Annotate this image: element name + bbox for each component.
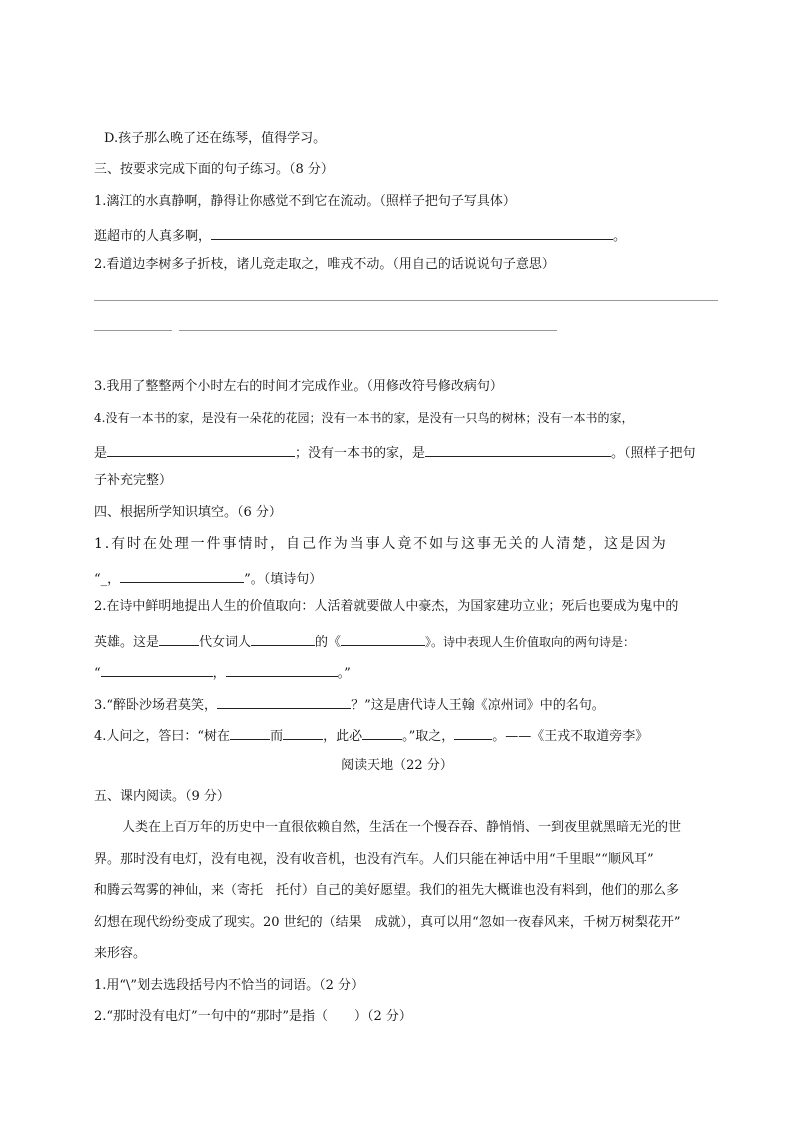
reading-section-title: 阅读天地（22 分） xyxy=(341,758,453,773)
passage-line-5: 来形容。 xyxy=(94,946,147,961)
question-4-2-fill-line xyxy=(94,630,635,652)
answer-line-2b[interactable] xyxy=(179,330,557,331)
fill-blank-2[interactable] xyxy=(425,441,611,457)
q4-4-text-1: 4.人问之，答曰：“树在 xyxy=(94,729,231,744)
verse-blank-1[interactable] xyxy=(101,661,213,677)
question-3-2: 2.看道边李树多子折枝，诸儿竞走取之，唯戎不动。（用自己的话说说句子意思） xyxy=(94,257,555,272)
fill-middle: ；没有一本书的家，是 xyxy=(295,446,426,461)
question-4-4 xyxy=(94,724,648,746)
verse-comma: ， xyxy=(212,666,226,681)
question-5-1: 1.用“\”划去选段括号内不恰当的词语。（2 分） xyxy=(94,978,364,993)
blank-a[interactable] xyxy=(230,724,270,740)
question-3-3: 3.我用了整整两个小时左右的时间才完成作业。（用修改符号修改病句） xyxy=(94,379,503,394)
dynasty-blank[interactable] xyxy=(159,630,199,646)
fill-text-1: 英雄。这是 xyxy=(94,635,160,650)
section-4-heading: 四、根据所学知识填空。（6 分） xyxy=(94,505,282,520)
question-3-4-fill-line xyxy=(94,441,696,463)
q4-3-text-1: 3.“醉卧沙场君莫笑， xyxy=(94,698,218,713)
quote-open: “ xyxy=(94,666,101,681)
q4-4-text-2: 而 xyxy=(270,729,284,744)
q4-3-text-2: ？”这是唐代诗人王翰《凉州词》中的名句。 xyxy=(351,698,605,713)
fill-open: “_， xyxy=(94,572,121,587)
question-3-4-tail: 子补充完整） xyxy=(94,473,173,488)
question-4-1: 1.有时在处理一件事情时，自己作为当事人竟不如与这事无关的人清楚，这是因为 xyxy=(94,536,668,552)
fill-prefix: 是 xyxy=(94,446,108,461)
question-3-4: 4.没有一本书的家，是没有一朵花的花园；没有一本书的家，是没有一只鸟的树林；没有一本书的家， xyxy=(94,411,634,425)
question-4-3 xyxy=(94,693,605,715)
q4-4-text-5: 。——《王戎不取道旁李》 xyxy=(492,729,649,744)
question-4-2: 2.在诗中鲜明地提出人生的价值取向：人活着就要做人中豪杰，为国家建功立业；死后也要成为鬼中的 xyxy=(94,599,679,614)
question-3-1-answer-line xyxy=(94,224,626,246)
answer-line-2a[interactable] xyxy=(94,330,172,331)
answer-prefix: 逛超市的人真多啊， xyxy=(94,229,212,244)
quote-close: 。” xyxy=(337,666,351,681)
poet-blank[interactable] xyxy=(251,630,315,646)
section-5-heading: 五、课内阅读。（9 分） xyxy=(94,789,230,804)
passage-line-4: 幻想在现代纷纷变成了现实。20 世纪的（结果 成就），真可以用“忽如一夜春风来，千树万树梨花开” xyxy=(94,915,681,930)
question-4-2-verse-line xyxy=(94,661,351,683)
answer-blank[interactable] xyxy=(211,224,613,240)
fill-blank-1[interactable] xyxy=(107,441,295,457)
passage-line-1: 人类在上百万年的历史中一直很依赖自然，生活在一个慢吞吞、静悄悄、一到夜里就黑暗无光的世 xyxy=(122,820,682,835)
fill-close: ”。（填诗句） xyxy=(244,572,323,587)
blank-b[interactable] xyxy=(283,724,323,740)
q4-4-text-4: 。”取之， xyxy=(402,729,455,744)
answer-end: 。 xyxy=(613,229,627,244)
title-blank[interactable] xyxy=(341,630,425,646)
option-d: D.孩子那么晚了还在练琴，值得学习。 xyxy=(104,131,327,146)
poem-blank[interactable] xyxy=(120,567,244,583)
fill-text-2: 代女词人 xyxy=(199,635,252,650)
fill-text-4: 》。诗中表现人生价值取向的两句诗是： xyxy=(425,635,636,649)
verse-blank-2[interactable] xyxy=(226,661,338,677)
question-4-1-fill-line xyxy=(94,567,322,589)
fill-end: 。（照样子把句 xyxy=(611,446,696,461)
section-3-heading: 三、按要求完成下面的句子练习。（8 分） xyxy=(94,162,334,177)
q4-4-text-3: ，此必 xyxy=(323,729,363,744)
verse-blank-3[interactable] xyxy=(217,693,351,709)
passage-line-2: 界。那时没有电灯，没有电视，没有收音机，也没有汽车。人们只能在神话中用“千里眼”“顺风耳” xyxy=(94,852,654,867)
passage-line-3: 和腾云驾雾的神仙，来（寄托 托付）自己的美好愿望。我们的祖先大概谁也没有料到，他们的那么多 xyxy=(94,883,680,898)
answer-line-1[interactable] xyxy=(94,300,718,301)
question-5-2: 2.“那时没有电灯”一句中的“那时”是指（ ）（2 分） xyxy=(94,1009,412,1024)
question-3-1: 1.漓江的水真静啊，静得让你感觉不到它在流动。（照样子把句子写具体） xyxy=(94,194,516,209)
blank-d[interactable] xyxy=(454,724,492,740)
blank-c[interactable] xyxy=(362,724,402,740)
fill-text-3: 的《 xyxy=(315,635,342,650)
